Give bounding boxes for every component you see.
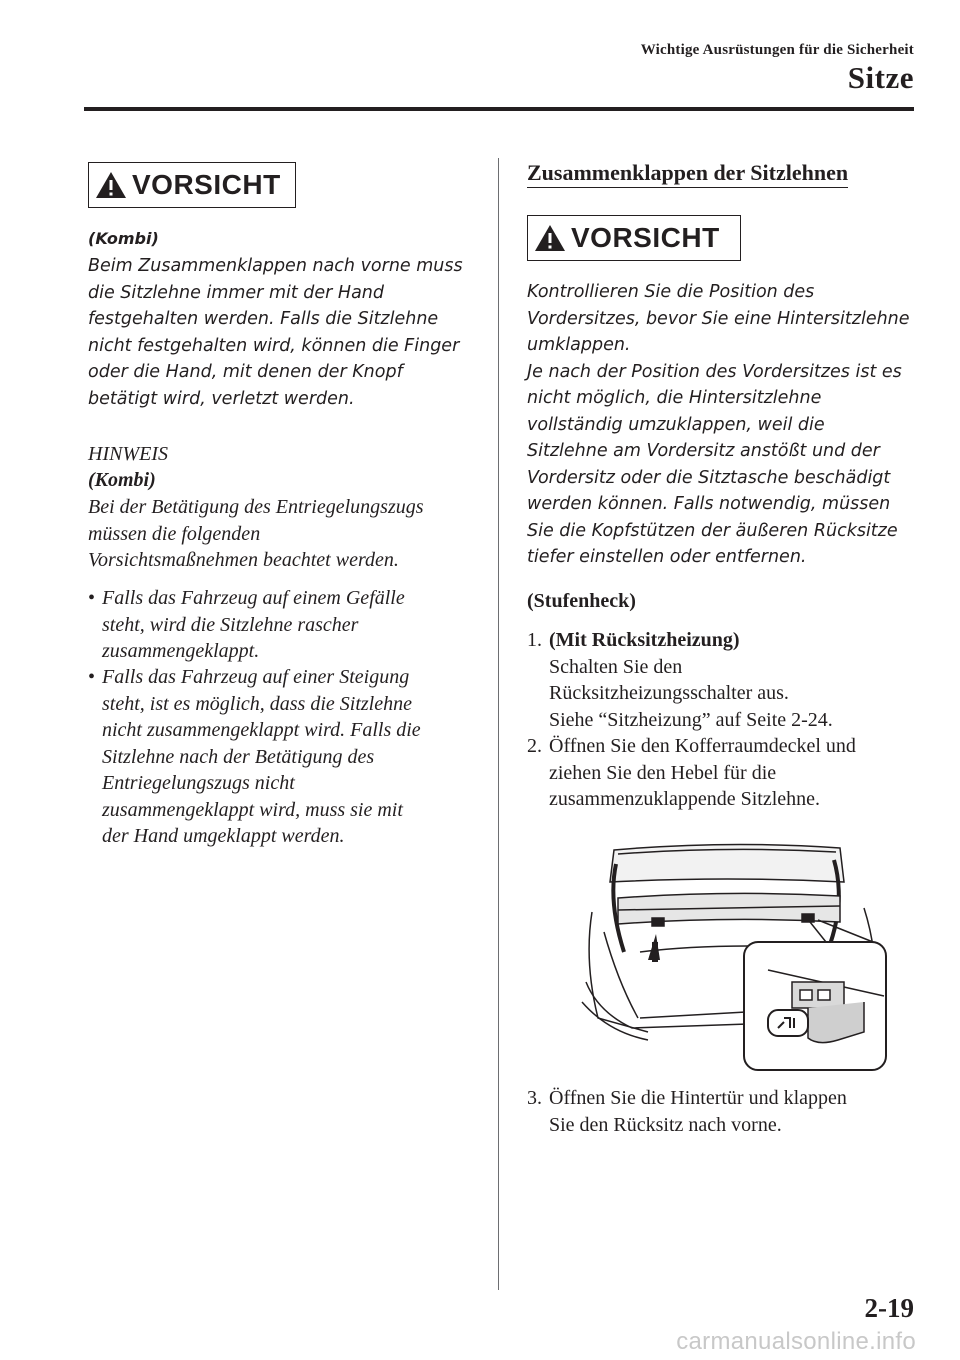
text-line: zusammengeklappt. [102, 640, 260, 662]
note-text [88, 494, 488, 574]
step-3 [527, 1085, 927, 1138]
text-line: Entriegelungszugs nicht [102, 772, 295, 794]
caution-label: VORSICHT [571, 222, 720, 253]
text-line: müssen die folgenden [88, 522, 261, 545]
step-1 [527, 627, 927, 733]
text-line: nicht möglich, die Hintersitzlehne [527, 388, 822, 408]
text-line: Falls das Fahrzeug auf einem Gefälle [102, 587, 405, 609]
caution-text-left [88, 253, 488, 412]
text-line: Sie die Kopfstützen der äußeren Rücksitze [527, 520, 898, 541]
text-line: Sie den Rücksitz nach vorne. [549, 1113, 782, 1136]
watermark: carmanualsonline.info [676, 1328, 916, 1355]
text-line: Je nach der Position des Vordersitzes ist es [527, 361, 902, 382]
text-line: Kontrollieren Sie die Position des [527, 282, 815, 302]
text-line: Siehe “Sitzheizung” auf Seite 2-24. [549, 708, 833, 731]
text-line: Öffnen Sie den Kofferraumdeckel und [549, 735, 856, 757]
note-variant-label: (Kombi) [88, 469, 156, 491]
step-text [549, 733, 856, 813]
caution-text-right [527, 279, 927, 571]
step-text [549, 627, 833, 733]
bullet-item [88, 664, 478, 850]
step-number: 3. [527, 1087, 542, 1109]
text-line: oder die Hand, mit denen der Knopf [88, 362, 403, 382]
header-rule [84, 107, 914, 111]
text-line: Vordersitzes, bevor Sie eine Hintersitzlehne [527, 308, 910, 329]
text-line: Bei der Betätigung des Entriegelungszugs [88, 496, 424, 518]
column-divider [498, 158, 499, 1290]
step-title: (Mit Rücksitzheizung) [549, 629, 740, 651]
step-number: 2. [527, 735, 542, 757]
caution-box-left [88, 162, 296, 208]
text-line: tiefer einstellen oder entfernen. [527, 547, 807, 567]
text-line: zusammengeklappt wird, muss sie mit [102, 798, 403, 821]
bullet-text [102, 585, 405, 665]
text-line: betätigt wird, verletzt werden. [88, 388, 355, 409]
warning-triangle-icon [94, 170, 128, 200]
running-header-chapter: Sitze [847, 60, 914, 95]
warning-triangle-icon [533, 223, 567, 253]
text-line: nicht festgehalten wird, können die Finger [88, 335, 460, 356]
caution-label: VORSICHT [132, 169, 281, 200]
section-title: Zusammenklappen der Sitzlehnen [527, 160, 848, 188]
text-line: steht, ist es möglich, dass die Sitzlehne [102, 692, 412, 715]
trunk-lever-illustration [578, 842, 890, 1074]
step-2 [527, 733, 927, 813]
bullet-text [102, 664, 421, 850]
text-line: Vorsichtsmaßnehmen beachtet werden. [88, 549, 399, 571]
bullet-item [88, 585, 478, 665]
caution-box-right [527, 215, 741, 261]
text-line: Vordersitz oder die Sitztasche beschädigt [527, 467, 891, 488]
text-line: nicht zusammengeklappt wird. Falls die [102, 719, 421, 741]
text-line: zusammenzuklappende Sitzlehne. [549, 788, 821, 810]
text-line: werden können. Falls notwendig, müssen [527, 494, 891, 514]
text-line: vollständig umzuklappen, weil die [527, 414, 825, 435]
caution-variant-label: (Kombi) [88, 229, 159, 248]
text-line: die Sitzlehne immer mit der Hand [88, 282, 384, 303]
note-title: HINWEIS [88, 443, 168, 465]
bullet-dot: • [88, 587, 96, 609]
text-line: umklappen. [527, 335, 631, 355]
page-number: 2-19 [864, 1293, 914, 1323]
variant-label: (Stufenheck) [527, 590, 636, 612]
running-header-section: Wichtige Ausrüstungen für die Sicherheit [640, 42, 914, 58]
text-line: Öffnen Sie die Hintertür und klappen [549, 1087, 847, 1109]
step-number: 1. [527, 629, 542, 651]
step-text [549, 1085, 847, 1138]
text-line: der Hand umgeklappt werden. [102, 825, 345, 847]
text-line: Sitzlehne am Vordersitz anstößt und der [527, 441, 880, 461]
text-line: festgehalten werden. Falls die Sitzlehne [88, 309, 439, 329]
text-line: Sitzlehne nach der Betätigung des [102, 745, 375, 768]
text-line: steht, wird die Sitzlehne rascher [102, 613, 359, 636]
text-line: ziehen Sie den Hebel für die [549, 761, 777, 784]
bullet-dot: • [88, 666, 96, 688]
text-line: Rücksitzheizungsschalter aus. [549, 682, 789, 704]
text-line: Falls das Fahrzeug auf einer Steigung [102, 666, 410, 688]
text-line: Beim Zusammenklappen nach vorne muss [88, 256, 463, 276]
text-line: Schalten Sie den [549, 655, 683, 678]
